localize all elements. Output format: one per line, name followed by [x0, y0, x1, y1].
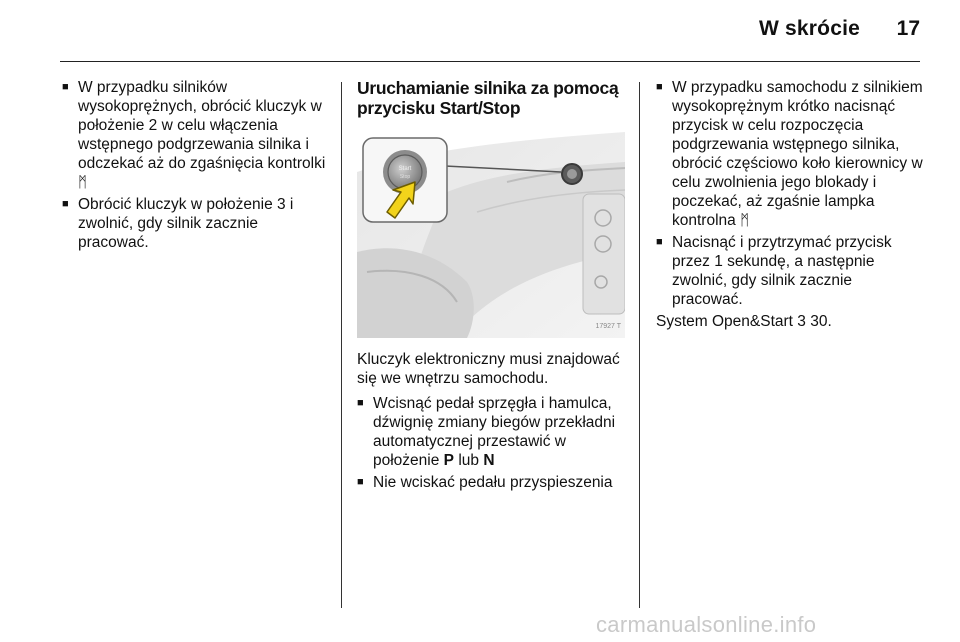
glow-plug-indicator-icon: ᛗ: [78, 174, 88, 191]
column-3: [656, 78, 926, 337]
start-stop-button-illustration: [357, 132, 625, 338]
list-item: [357, 394, 627, 470]
page-number: 17: [896, 17, 920, 40]
gear-n-label: N: [483, 452, 495, 469]
bullet-text: Nie wciskać pedału przyspieszenia: [373, 474, 613, 491]
reference-text: System Open&Start: [656, 313, 793, 330]
bullet-text: W przypadku silników wysokoprężnych, obrócić kluczyk w położenie 2 w celu włączenia wstępnego podgrzewania silnika i odczekać aż do zgaśnięcia kontrolki: [78, 79, 326, 172]
bullet-text-mid: lub: [458, 452, 480, 469]
bullet-text: Obrócić kluczyk w położenie 3 i zwolnić, gdy silnik zacznie pracować.: [78, 196, 294, 251]
column-2: [357, 78, 627, 495]
bullet-text: W przypadku samochodu z silnikiem wysokoprężnym krótko nacisnąć przycisk w celu rozpoczęcia podgrzewania wstępnego silnika, obrócić częściowo koło kierownicy w celu zwolnienia jego blokady i poczekać, aż zgaśnie lampka kontrolna: [672, 79, 923, 229]
bullet-mark: ■: [62, 198, 69, 210]
list-item: [357, 473, 627, 492]
list-item: [656, 78, 926, 230]
list-item: [62, 195, 328, 252]
bullet-text: Nacisnąć i przytrzymać przycisk przez 1 sekundę, a następnie zwolnić, gdy silnik zacznie pracować.: [672, 234, 892, 308]
intro-paragraph: Kluczyk elektroniczny musi znajdować się we wnętrzu samochodu.: [357, 351, 620, 387]
list-item: [62, 78, 328, 192]
illustration-svg: [357, 132, 625, 338]
column-divider-1: [341, 82, 342, 608]
bullet-mark: ■: [357, 476, 364, 488]
start-label: Start: [398, 166, 412, 172]
list-item: [656, 233, 926, 309]
column-1: [62, 78, 328, 255]
reference-page[interactable]: 30.: [810, 313, 832, 330]
bullet-mark: ■: [62, 81, 69, 93]
bullet-mark: ■: [357, 397, 364, 409]
gear-p-label: P: [443, 452, 455, 469]
header-rule: [60, 61, 920, 62]
cross-reference: [656, 312, 926, 331]
glow-plug-indicator-icon: ᛗ: [740, 212, 750, 229]
figure-label: 17927 T: [595, 323, 621, 330]
stop-label: Stop: [399, 174, 411, 180]
bullet-mark: ■: [656, 81, 663, 93]
bullet-text: Wcisnąć pedał sprzęgła i hamulca, dźwignię zmiany biegów przekładni automatycznej przestawić w położenie: [373, 395, 616, 469]
section-title: Uruchamianie silnika za pomocą przycisku Start/Stop: [357, 78, 619, 118]
bullet-mark: ■: [656, 236, 663, 248]
watermark: carmanualsonline.info: [596, 612, 817, 637]
column-divider-2: [639, 82, 640, 608]
page-title: W skrócie: [758, 17, 860, 40]
reference-arrow-icon: 3: [797, 313, 806, 330]
